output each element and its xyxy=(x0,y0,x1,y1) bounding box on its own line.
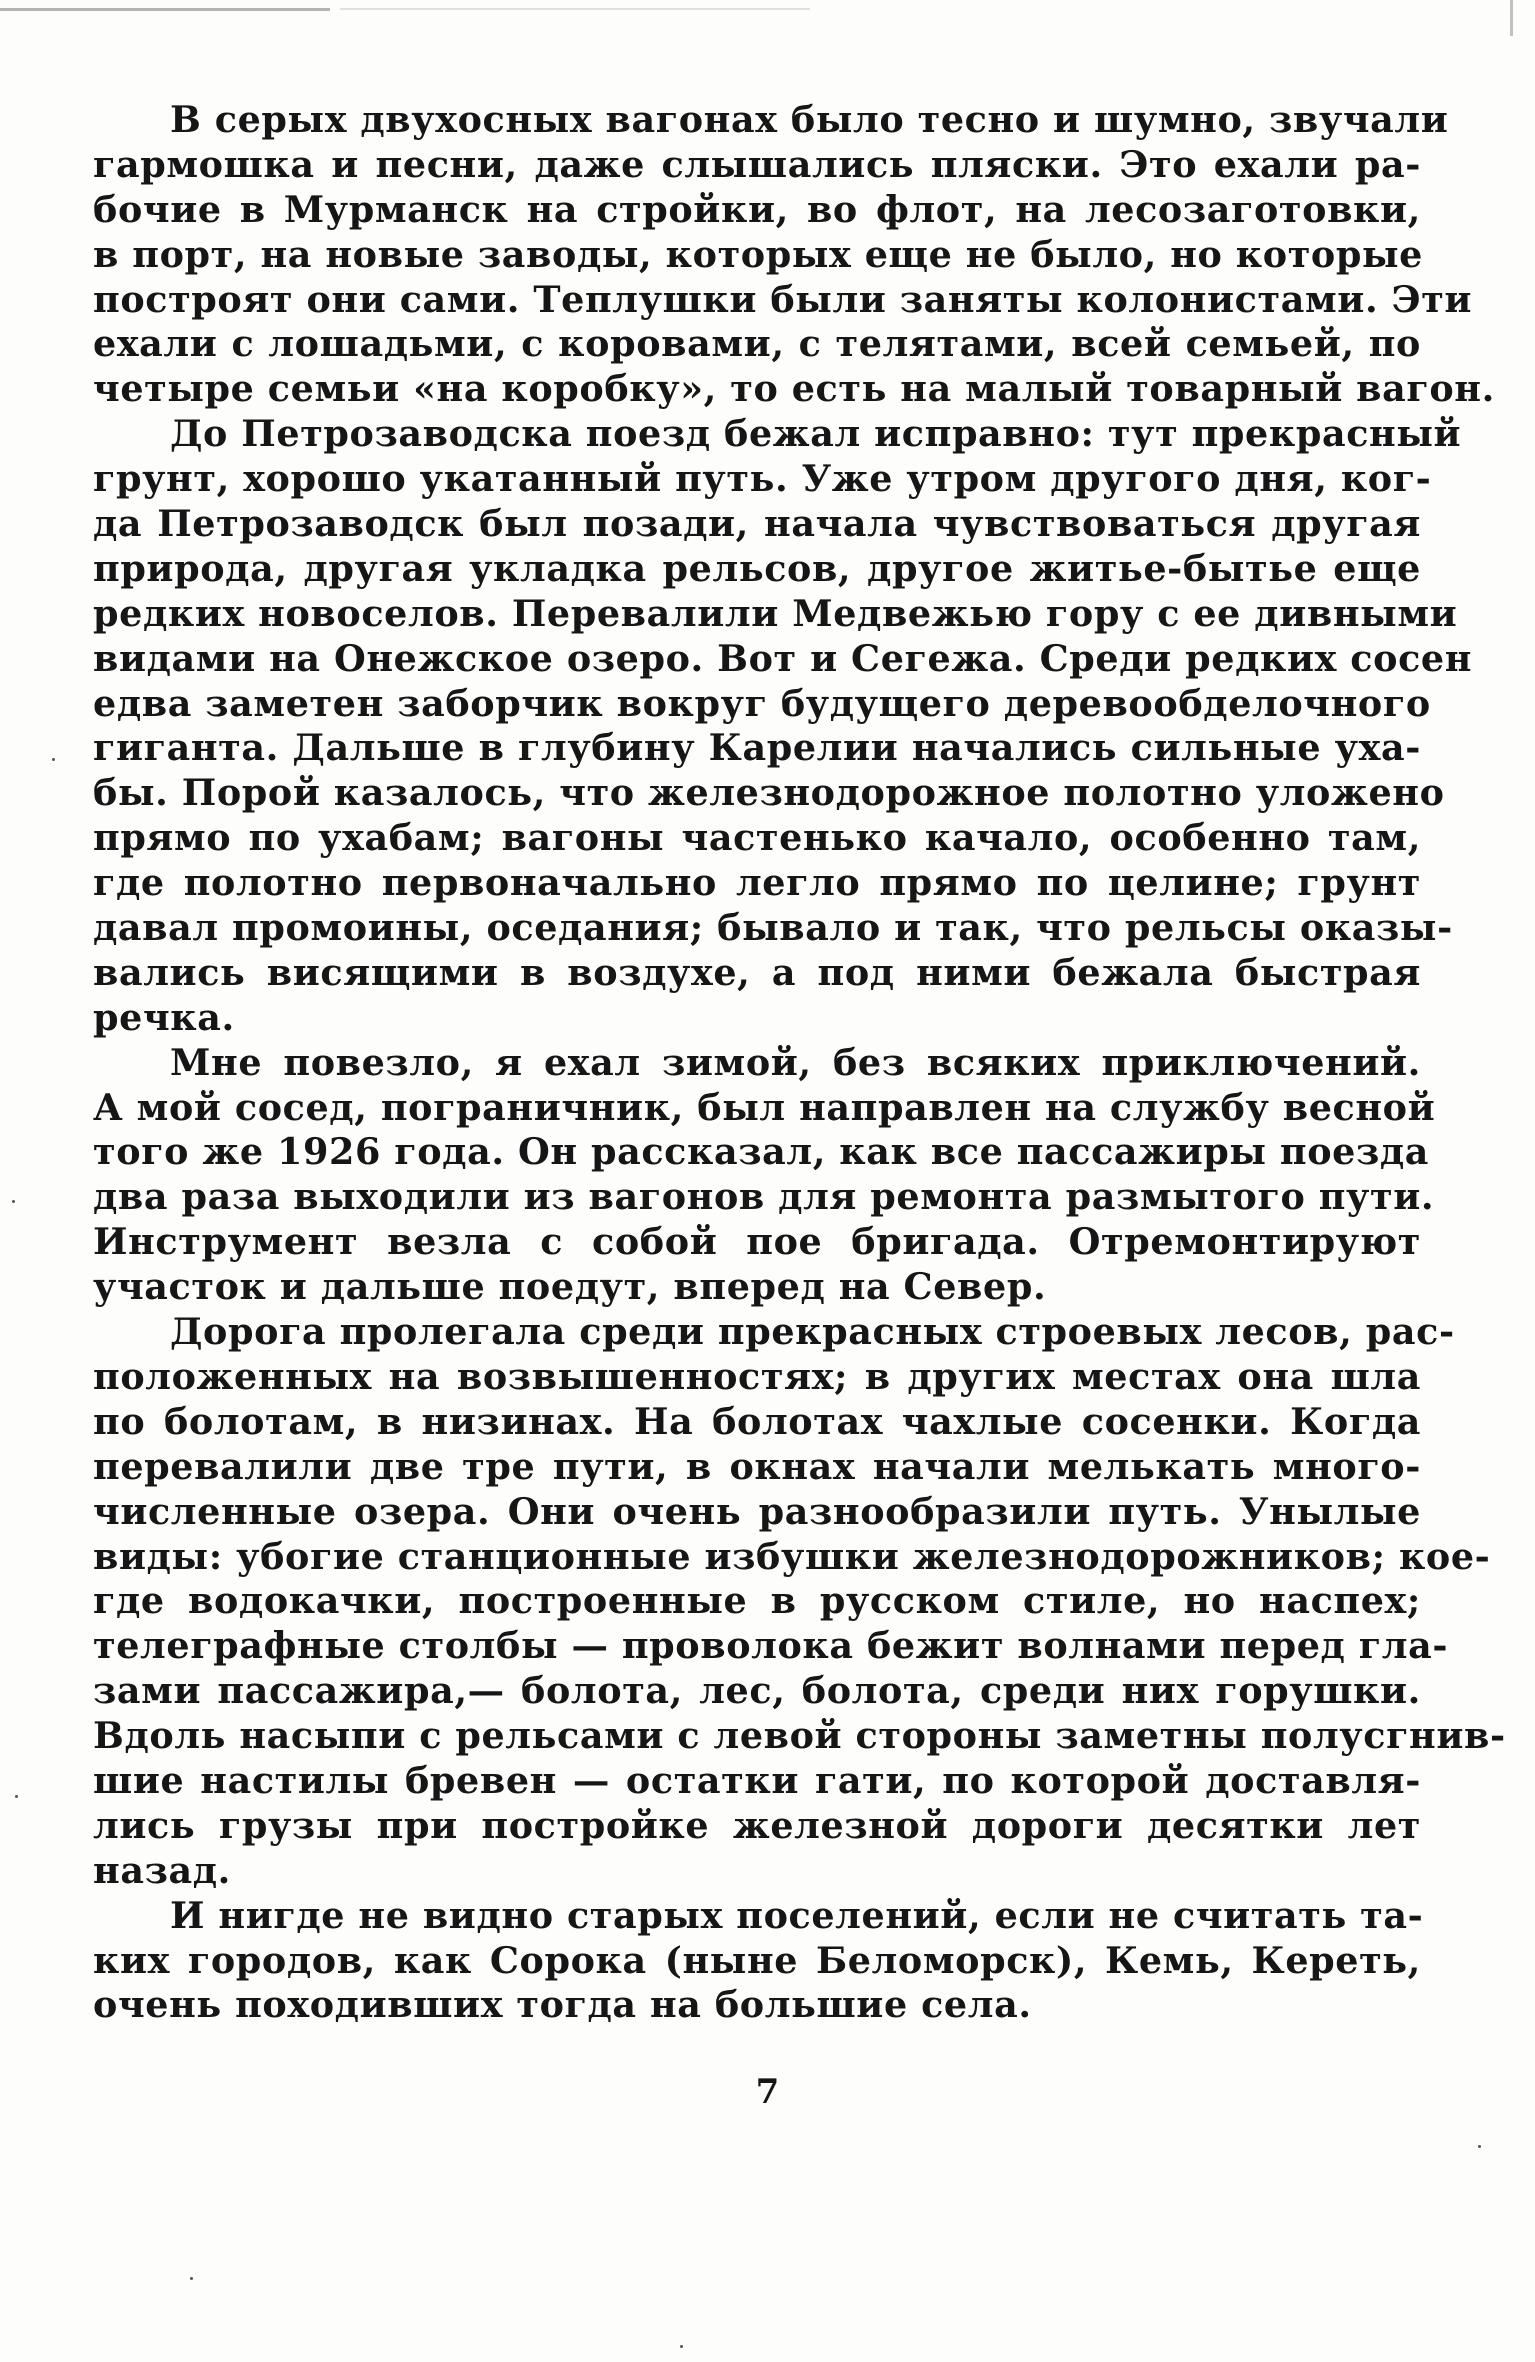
text-line: бочие в Мурманск на стройки, во флот, на лесозаготовки, xyxy=(93,187,1421,231)
text-line: зами пассажира,— болота, лес, болота, среди них горушки. xyxy=(93,1669,1421,1713)
text-line: в порт, на новые заводы, которых еще не было, но которые xyxy=(93,232,1424,276)
text-line: грунт, хорошо укатанный путь. Уже утром другого дня, ког- xyxy=(93,457,1432,501)
text-line: Дорога пролегала среди прекрасных строевых лесов, рас- xyxy=(170,1310,1455,1354)
paragraph xyxy=(93,98,1495,412)
paragraph xyxy=(93,1040,1436,1310)
text-line: построят они сами. Теплушки были заняты колонистами. Эти xyxy=(93,277,1473,321)
text-line: давал промоины, оседания; бывало и так, что рельсы оказы- xyxy=(93,906,1453,950)
text-line: где водокачки, построенные в русском стиле, но наспех; xyxy=(93,1579,1421,1623)
text-line: участок и дальше поедут, вперед на Север. xyxy=(93,1265,1047,1309)
text-line: Инструмент везла с собой пое бригада. Отремонтируют xyxy=(93,1220,1421,1264)
text-line: речка. xyxy=(93,995,235,1039)
scan-speck xyxy=(680,2345,683,2348)
text-line: ких городов, как Сорока (ныне Беломорск), Кемь, Кереть, xyxy=(93,1938,1421,1982)
text-line: бы. Порой казалось, что железнодорожное полотно уложено xyxy=(93,771,1445,815)
text-line: редких новоселов. Перевалили Медвежью гору с ее дивными xyxy=(93,591,1458,635)
text-line: природа, другая укладка рельсов, другое житье-бытье еще xyxy=(93,546,1421,590)
text-line: виды: убогие станционные избушки железнодорожников; кое- xyxy=(93,1534,1491,1578)
paragraph xyxy=(93,1893,1424,2029)
scan-speck xyxy=(52,758,55,761)
right-edge-mark xyxy=(1510,0,1513,36)
text-line: численные озера. Они очень разнообразили путь. Унылые xyxy=(93,1489,1421,1533)
text-line: Вдоль насыпи с рельсами с левой стороны заметны полусгнив- xyxy=(93,1714,1506,1758)
text-line: В серых двухосных вагонах было тесно и шумно, звучали xyxy=(170,98,1449,141)
scan-speck xyxy=(1478,2145,1481,2148)
text-line: А мой сосед, пограничник, был направлен на службу весной xyxy=(93,1085,1436,1129)
paragraph xyxy=(93,1310,1506,1894)
page-number: 7 xyxy=(755,2072,780,2112)
text-line: лись грузы при постройке железной дороги десятки лет xyxy=(93,1803,1421,1847)
text-line: телеграфные столбы — проволока бежит волнами перед гла- xyxy=(93,1624,1449,1668)
text-line: назад. xyxy=(93,1848,231,1892)
text-line: по болотам, в низинах. На болотах чахлые сосенки. Когда xyxy=(93,1399,1421,1443)
text-line: видами на Онежское озеро. Вот и Сегежа. Среди редких сосен xyxy=(93,636,1473,680)
text-line: И нигде не видно старых поселений, если не считать та- xyxy=(170,1893,1424,1937)
scan-speck xyxy=(15,1795,18,1798)
text-line: да Петрозаводск был позади, начала чувствоваться другая xyxy=(93,502,1421,546)
text-line: где полотно первоначально легло прямо по целине; грунт xyxy=(93,861,1421,905)
text-line: ехали с лошадьми, с коровами, с телятами, всей семьей, по xyxy=(93,322,1421,366)
text-line: четыре семьи «на коробку», то есть на малый товарный вагон. xyxy=(93,367,1495,411)
text-line: два раза выходили из вагонов для ремонта размытого пути. xyxy=(93,1175,1435,1219)
text-line: едва заметен заборчик вокруг будущего деревообделочного xyxy=(93,681,1431,725)
scan-speck xyxy=(12,1200,15,1203)
text-line: гармошка и песни, даже слышались пляски. Это ехали ра- xyxy=(93,142,1421,186)
top-edge-rule xyxy=(0,8,330,11)
text-line: перевалили две тре пути, в окнах начали мелькать много- xyxy=(93,1444,1421,1488)
text-line: шие настилы бревен — остатки гати, по которой доставля- xyxy=(93,1758,1421,1802)
text-line: того же 1926 года. Он рассказал, как все пассажиры поезда xyxy=(93,1130,1430,1174)
text-line: До Петрозаводска поезд бежал исправно: тут прекрасный xyxy=(170,412,1462,456)
paragraph xyxy=(93,412,1473,1040)
text-line: прямо по ухабам; вагоны частенько качало, особенно там, xyxy=(93,816,1421,860)
text-line: очень походивших тогда на большие села. xyxy=(93,1983,1032,2027)
text-line: вались висящими в воздухе, а под ними бежала быстрая xyxy=(93,950,1421,994)
top-edge-rule-faint xyxy=(340,8,810,10)
text-line: положенных на возвышенностях; в других местах она шла xyxy=(93,1354,1421,1398)
text-line: гиганта. Дальше в глубину Карелии начались сильные уха- xyxy=(93,726,1421,770)
scan-speck xyxy=(190,2277,193,2280)
body-text xyxy=(93,98,1506,2028)
text-line: Мне повезло, я ехал зимой, без всяких приключений. xyxy=(170,1040,1421,1084)
